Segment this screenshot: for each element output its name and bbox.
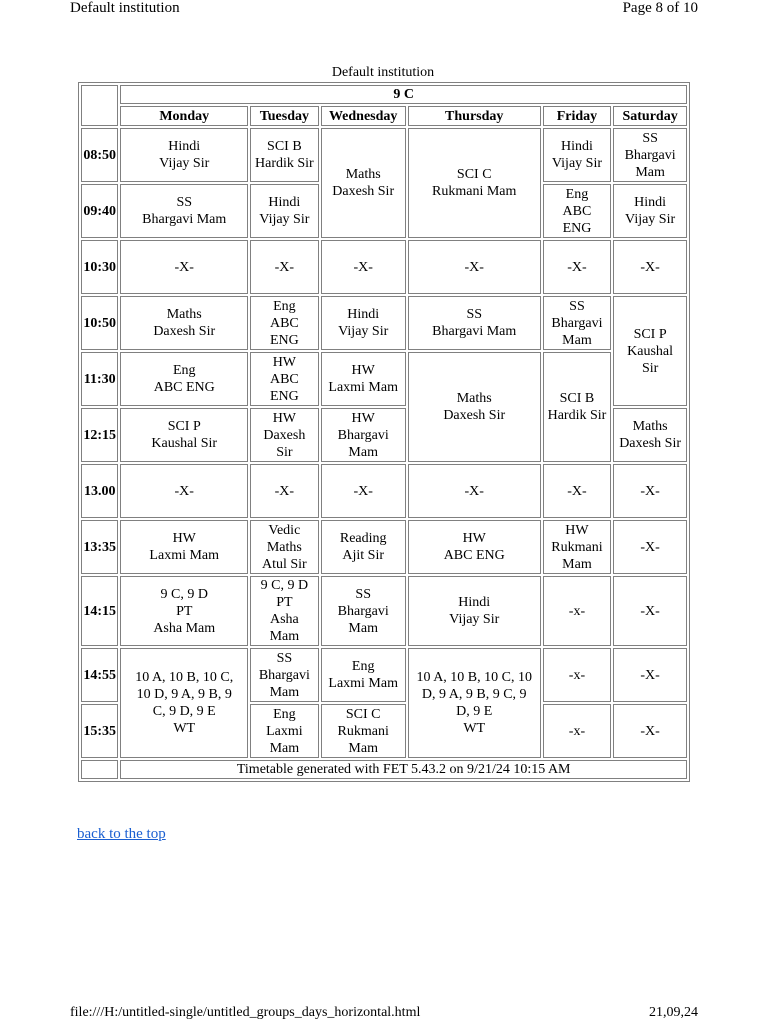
time-row	[81, 520, 687, 574]
timetable-cell	[120, 576, 248, 646]
timetable-cell	[250, 352, 319, 406]
timetable-cell	[543, 464, 612, 518]
time-row	[81, 648, 687, 702]
cell-line: Vijay Sir	[338, 324, 389, 339]
day-header-row	[81, 106, 687, 126]
timetable-cell	[120, 240, 248, 294]
cell-line: Hindi	[347, 307, 380, 322]
timetable-cell	[120, 408, 248, 462]
timetable-cell	[613, 576, 687, 646]
cell-line: Eng	[273, 706, 296, 722]
timetable-cell	[321, 240, 406, 294]
cell-line: Rukmani Mam	[432, 184, 517, 199]
time-label: 13.00	[81, 464, 118, 518]
cell-line: SS	[569, 298, 585, 314]
cell-line: Kaushal	[627, 343, 674, 359]
timetable-cell	[120, 648, 248, 758]
generated-note: Timetable generated with FET 5.43.2 on 9/21/24 10:15 AM	[120, 760, 687, 779]
cell-line: Mam	[269, 740, 300, 756]
timetable-cell	[613, 296, 687, 406]
cell-line: 10 A, 10 B, 10 C,	[135, 670, 234, 685]
timetable-cell	[613, 648, 687, 702]
cell-line: Vijay Sir	[551, 156, 602, 171]
timetable-cell	[408, 648, 541, 758]
cell-line: ABC ENG	[153, 380, 215, 395]
cell-line: SCI C	[345, 706, 381, 722]
cell-line: Hindi	[458, 595, 491, 610]
footer-corner	[81, 760, 118, 779]
cell-line: Hardik Sir	[255, 156, 314, 171]
timetable-cell	[613, 128, 687, 182]
cell-line: ENG	[562, 220, 592, 236]
timetable-cell	[408, 576, 541, 646]
cell-line: D, 9 A, 9 B, 9 C, 9	[421, 687, 527, 702]
cell-line: WT	[463, 721, 486, 736]
cell-line: Mam	[269, 684, 300, 700]
timetable-cell	[321, 520, 406, 574]
cell-line: D, 9 E	[456, 704, 493, 719]
timetable-cell	[408, 296, 541, 350]
timetable-cell	[250, 648, 319, 702]
timetable-cell	[250, 128, 319, 182]
timetable-cell	[408, 520, 541, 574]
timetable	[78, 82, 690, 782]
file-path: file:///H:/untitled-single/untitled_groups_days_horizontal.html	[70, 1005, 421, 1020]
cell-line: Eng	[172, 363, 196, 378]
cell-line: -X-	[640, 483, 660, 499]
cell-line: -X-	[464, 483, 484, 499]
time-label: 15:35	[81, 704, 118, 758]
cell-line: Eng	[351, 659, 375, 674]
cell-line: Hindi	[268, 195, 301, 210]
time-label: 12:15	[81, 408, 118, 462]
cell-line: HW	[462, 531, 486, 546]
cell-line: SCI P	[633, 326, 667, 342]
timetable-cell	[613, 184, 687, 238]
cell-line: Maths	[632, 419, 668, 434]
cell-line: SCI C	[456, 167, 492, 182]
cell-line: HW	[351, 410, 375, 426]
cell-line: Maths	[345, 167, 381, 182]
day-header-saturday: Saturday	[613, 106, 687, 126]
cell-line: -X-	[353, 483, 373, 499]
cell-line: Atul Sir	[261, 556, 307, 572]
timetable-cell	[543, 240, 612, 294]
cell-line: Bhargavi	[258, 667, 310, 683]
cell-line: 9 C, 9 D	[260, 578, 309, 593]
table-caption: Default institution	[331, 65, 435, 80]
cell-line: 10 D, 9 A, 9 B, 9	[136, 687, 232, 702]
cell-line: ENG	[269, 388, 299, 404]
cell-line: Maths	[166, 307, 202, 322]
cell-line: Mam	[635, 164, 665, 180]
cell-line: Rukmani	[337, 723, 389, 739]
timetable-cell	[120, 184, 248, 238]
cell-line: SS	[176, 195, 193, 210]
timetable-cell	[250, 704, 319, 758]
timetable-container	[78, 82, 690, 782]
cell-line: Ajit Sir	[342, 548, 384, 563]
timetable-cell	[120, 352, 248, 406]
timetable-cell	[321, 296, 406, 350]
timetable-cell	[613, 464, 687, 518]
timetable-cell	[321, 408, 406, 462]
cell-line: -X-	[174, 259, 194, 275]
cell-line: WT	[173, 721, 196, 736]
cell-line: Daxesh Sir	[443, 408, 506, 423]
cell-line: Hindi	[561, 139, 593, 154]
cell-line: ENG	[269, 332, 299, 348]
cell-line: HW	[172, 531, 196, 546]
cell-line: Bhargavi	[337, 427, 389, 443]
cell-line: -x-	[568, 603, 586, 619]
time-label: 11:30	[81, 352, 118, 406]
back-to-top-link[interactable]: back to the top	[77, 826, 166, 842]
time-row	[81, 352, 687, 406]
time-label: 10:30	[81, 240, 118, 294]
cell-line: SCI P	[167, 419, 201, 434]
page-header-institution: Default institution	[70, 0, 180, 16]
corner-cell	[81, 85, 118, 126]
cell-line: ABC	[562, 203, 592, 219]
time-label: 09:40	[81, 184, 118, 238]
timetable-cell	[120, 296, 248, 350]
timetable-cell	[250, 520, 319, 574]
cell-line: Hardik Sir	[547, 408, 607, 423]
cell-line: Vijay Sir	[259, 212, 310, 227]
time-label: 14:15	[81, 576, 118, 646]
cell-line: SCI B	[559, 391, 595, 406]
timetable-cell	[250, 464, 319, 518]
timetable-cell	[408, 352, 541, 462]
cell-line: SS	[466, 307, 483, 322]
timetable-body	[81, 128, 687, 758]
timetable-cell	[613, 240, 687, 294]
time-row	[81, 128, 687, 182]
cell-line: ABC ENG	[443, 548, 505, 563]
cell-line: Mam	[562, 332, 592, 348]
time-label: 08:50	[81, 128, 118, 182]
cell-line: SS	[355, 586, 371, 602]
cell-line: -X-	[640, 667, 660, 683]
cell-line: Maths	[266, 539, 302, 555]
timetable-cell	[543, 184, 612, 238]
timetable-cell	[120, 128, 248, 182]
timetable-cell	[613, 704, 687, 758]
cell-line: Bhargavi	[337, 603, 389, 619]
timetable-cell	[250, 576, 319, 646]
cell-line: Bhargavi Mam	[142, 212, 227, 227]
cell-line: Asha	[269, 612, 299, 627]
cell-line: Rukmani	[551, 539, 603, 555]
cell-line: Laxmi	[266, 723, 303, 739]
cell-line: Laxmi Mam	[328, 380, 398, 395]
cell-line: Bhargavi Mam	[432, 324, 517, 339]
timetable-cell	[250, 184, 319, 238]
cell-line: Bhargavi	[624, 147, 676, 163]
timetable-cell	[613, 520, 687, 574]
cell-line: -X-	[464, 259, 484, 275]
cell-line: Maths	[456, 391, 492, 406]
timetable-cell	[321, 352, 406, 406]
timetable-cell	[321, 648, 406, 702]
cell-line: Mam	[348, 620, 378, 636]
cell-line: -X-	[567, 259, 587, 275]
cell-line: Mam	[269, 629, 300, 644]
timetable-cell	[250, 296, 319, 350]
timetable-cell	[613, 408, 687, 462]
cell-line: PT	[276, 595, 293, 610]
timetable-cell	[408, 240, 541, 294]
cell-line: Laxmi Mam	[328, 676, 398, 691]
time-label: 13:35	[81, 520, 118, 574]
cell-line: ABC	[269, 371, 299, 387]
cell-line: -X-	[353, 259, 373, 275]
cell-line: HW	[272, 354, 297, 370]
day-header-tuesday: Tuesday	[250, 106, 319, 126]
cell-line: Mam	[562, 556, 592, 572]
timetable-cell	[543, 576, 612, 646]
cell-line: -X-	[174, 483, 194, 499]
cell-line: -X-	[274, 483, 295, 499]
timetable-cell	[120, 520, 248, 574]
timetable-cell	[408, 128, 541, 238]
cell-line: HW	[351, 363, 375, 378]
time-label: 10:50	[81, 296, 118, 350]
timetable-cell	[120, 464, 248, 518]
cell-line: -x-	[568, 723, 586, 739]
cell-line: Kaushal Sir	[151, 436, 218, 451]
cell-line: Hindi	[634, 195, 667, 210]
timetable-cell	[250, 408, 319, 462]
page-number: Page 8 of 10	[622, 0, 698, 16]
timetable-cell	[321, 704, 406, 758]
time-row	[81, 296, 687, 350]
cell-line: Vijay Sir	[159, 156, 210, 171]
cell-line: 9 C, 9 D	[160, 586, 208, 602]
cell-line: SS	[276, 650, 293, 666]
cell-line: SS	[642, 130, 658, 146]
time-row	[81, 576, 687, 646]
cell-line: Daxesh Sir	[619, 436, 682, 451]
timetable-cell	[321, 128, 406, 238]
cell-line: -X-	[274, 259, 295, 275]
cell-line: Bhargavi	[551, 315, 603, 331]
cell-line: Vedic	[268, 522, 301, 538]
cell-line: ABC	[269, 315, 299, 331]
cell-line: Eng	[565, 186, 589, 202]
cell-line: Vijay Sir	[625, 212, 676, 227]
timetable-cell	[543, 352, 612, 462]
cell-line: HW	[272, 410, 297, 426]
cell-line: 10 A, 10 B, 10 C, 10	[416, 670, 532, 685]
timetable-cell	[543, 704, 612, 758]
timetable-cell	[543, 128, 612, 182]
cell-line: -X-	[640, 723, 660, 739]
cell-line: -X-	[567, 483, 587, 499]
cell-line: -x-	[568, 667, 586, 683]
cell-line: Mam	[348, 740, 378, 756]
cell-line: -X-	[640, 539, 660, 555]
time-row	[81, 464, 687, 518]
timetable-cell	[543, 520, 612, 574]
cell-line: Vijay Sir	[449, 612, 500, 627]
timetable-cell	[408, 464, 541, 518]
day-header-friday: Friday	[543, 106, 612, 126]
cell-line: Sir	[641, 360, 659, 376]
cell-line: Eng	[273, 298, 296, 314]
cell-line: Hindi	[168, 139, 201, 154]
cell-line: Daxesh	[263, 427, 306, 443]
cell-line: -X-	[640, 603, 660, 619]
cell-line: Sir	[276, 444, 293, 460]
day-header-thursday: Thursday	[408, 106, 541, 126]
time-label: 14:55	[81, 648, 118, 702]
cell-line: Daxesh Sir	[332, 184, 395, 199]
timetable-cell	[321, 576, 406, 646]
cell-line: -X-	[640, 259, 660, 275]
day-header-wednesday: Wednesday	[321, 106, 406, 126]
timetable-cell	[543, 648, 612, 702]
time-row	[81, 240, 687, 294]
cell-line: SCI B	[267, 139, 302, 154]
timetable-cell	[543, 296, 612, 350]
cell-line: Asha Mam	[153, 620, 216, 636]
group-name: 9 C	[120, 85, 687, 104]
print-date: 21,09,24	[649, 1005, 698, 1020]
timetable-cell	[321, 464, 406, 518]
cell-line: C, 9 D, 9 E	[152, 704, 216, 719]
cell-line: HW	[565, 522, 589, 538]
day-header-monday: Monday	[120, 106, 248, 126]
timetable-cell	[250, 240, 319, 294]
cell-line: Mam	[348, 444, 378, 460]
cell-line: PT	[176, 603, 193, 619]
cell-line: Laxmi Mam	[149, 548, 220, 563]
cell-line: Reading	[339, 531, 387, 546]
cell-line: Daxesh Sir	[153, 324, 216, 339]
